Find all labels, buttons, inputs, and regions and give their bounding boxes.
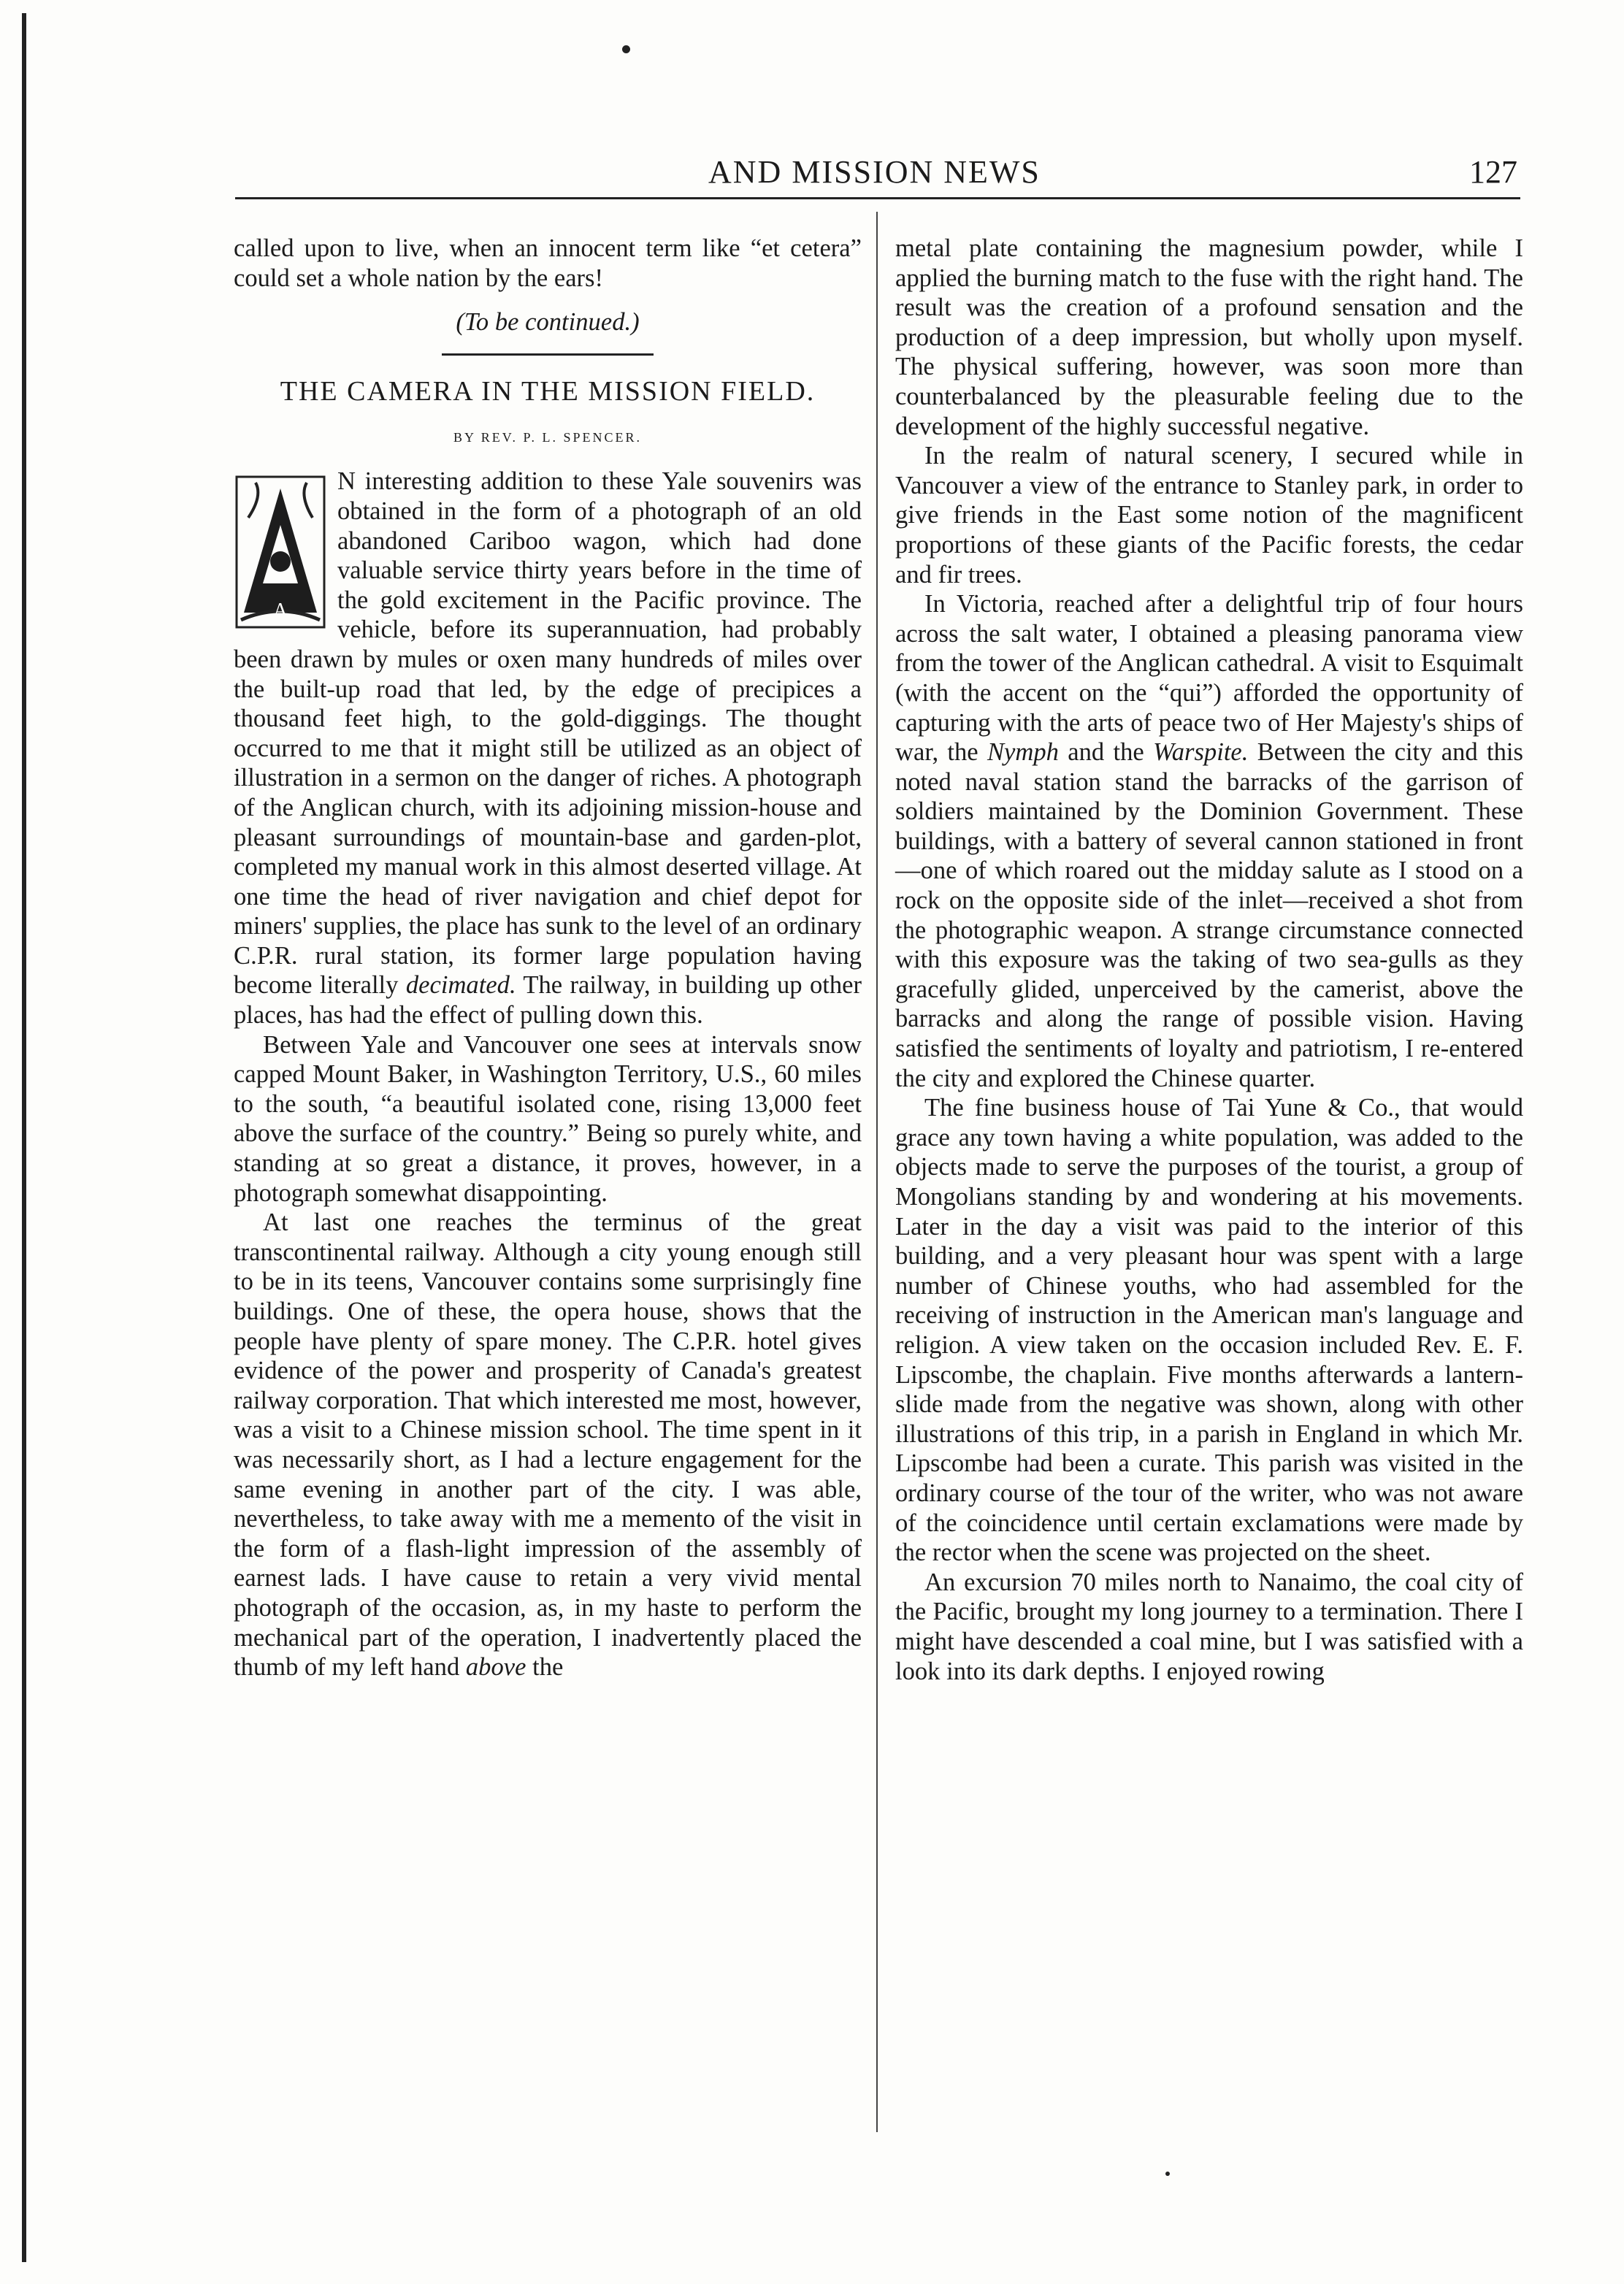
paragraph: Between Yale and Vancouver one sees at intervals snow capped Mount Baker, in Washington Territory, U.S., 60 miles to the south, “a beautiful isolated cone, rising 13,000 feet above the surface of the country.” Being so purely white, and standing at so great a distance, it proves, however, in a photograph somewhat disappointing.	[234, 1030, 862, 1207]
paragraph-text: The railway, in building up other places, has had the effect of pulling down this.	[234, 971, 862, 1030]
left-column	[234, 234, 862, 1682]
paragraph: The fine business house of Tai Yune & Co., that would grace any town having a white population, was added to the objects made to serve the purposes of the tourist, a group of Mongolians standing by and wondering at his movements. Later in the day a visit was paid to the interior of this building, and a very pleasant hour was spent with a large number of Chinese youths, who had assembled for the receiving of instruction in the American man's language and religion. A view taken on the occasion included Rev. E. F. Lipscombe, the chaplain. Five months afterwards a lantern-slide made from the negative was shown, along with other illustrations of this trip, in a parish in England in which Mr. Lipscombe had been a curate. This parish was visited in the ordinary course of the tour of the writer, who was not aware of the coincidence until certain exclamations were made by the rector when the scene was projected on the sheet.	[895, 1094, 1523, 1567]
paragraph-text: At last one reaches the terminus of the great transcontinental railway. Although a city young enough still to be in its teens, Vancouver contains some surprisingly fine buildings. One of these, the opera house, shows that the people have plenty of spare money. The C.P.R. hotel gives evidence of the power and prosperity of Canada's greatest railway corporation. That which interested me most, however, was a visit to a Chinese mission school. The time spent in it was necessarily short, as I had a lecture engagement for the same evening in another part of the city. I was able, nevertheless, to take away with me a memento of the visit in the form of a flash-light impression of the assembly of earnest lads. I have cause to retain a very vivid mental photograph of the occasion, as, in my haste to perform the mechanical part of the operation, I inadvertently placed the thumb of my left hand	[234, 1208, 862, 1682]
paragraph: An excursion 70 miles north to Nanaimo, the coal city of the Pacific, brought my long journey to a termination. There I might have descended a coal mine, but I was satisfied with a look into its dark depths. I enjoyed rowing	[895, 1568, 1523, 1685]
running-title: AND MISSION NEWS	[708, 154, 1041, 190]
header-rule	[235, 197, 1520, 199]
page-number: 127	[1469, 154, 1517, 190]
paragraph-text: N interesting addition to these Yale souvenirs was obtained in the form of a photograph of an old abandoned Cariboo wagon, which had done valuable service thirty years before in the time of the gold excitement in the Pacific province. The vehicle, before its superannuation, had probably been drawn by mules or oxen many hundreds of miles over the built-up road that led, by the edge of precipices a thousand feet high, to the gold-diggings. The thought occurred to me that it might still be utilized as an object of illustration in a sermon on the danger of riches. A photograph of the Anglican church, with its adjoining mission-house and pleasant surroundings of mountain-base and garden-plot, completed my manual work in this almost deserted village. At one time the head of river navigation and chief depot for miners' supplies, the place has sunk to the level of an ordinary C.P.R. rural station, its former large population having become literally	[234, 467, 862, 1000]
ship-name: Warspite.	[1153, 738, 1249, 767]
paragraph-text: the	[526, 1653, 564, 1682]
section-divider-rule	[442, 353, 654, 356]
right-column	[895, 234, 1523, 1686]
ship-name: Nymph	[987, 738, 1059, 767]
paragraph-text: Between the city and this noted naval station stand the barracks of the garrison of soldiers maintained by the Dominion Government. These buildings, with a battery of several cannon stationed in front—one of which roared out the midday salute as I stood on a rock on the opposite side of the inlet—received a shot from the photographic weapon. A strange circumstance connected with this exposure was the taking of two sea-gulls as they gracefully glided, unperceived by the camerist, above the barracks and along the range of possible vision. Having satisfied the sentiments of loyalty and patriotism, I re-entered the city and explored the Chinese quarter.	[895, 738, 1523, 1092]
binding-edge-rule	[22, 13, 26, 2262]
column-divider	[876, 212, 878, 2132]
ornamental-drop-cap	[234, 474, 327, 630]
article-title: THE CAMERA IN THE MISSION FIELD.	[280, 375, 816, 407]
paragraph: In the realm of natural scenery, I secured while in Vancouver a view of the entrance to Stanley park, in order to give friends in the East some notion of the magnificent proportions of these giants of the Pacific forests, the cedar and fir trees.	[895, 442, 1523, 589]
emphasis: above	[465, 1653, 526, 1682]
paragraph	[234, 1208, 862, 1682]
to-be-continued-note: (To be continued.)	[456, 308, 640, 337]
paragraph-text: and the	[1058, 738, 1154, 767]
paragraph-text: In Victoria, reached after a delightful trip of four hours across the salt water, I obtained a pleasing panorama view from the tower of the Anglican cathedral. A visit to Esquimalt (with the accent on the “qui”) afforded the opportunity of capturing with the arts of peace two of Her Majesty's ships of war, the	[895, 590, 1523, 767]
emphasis: decimated.	[405, 971, 516, 1000]
print-speck	[1165, 2172, 1170, 2176]
previous-article-ending: called upon to live, when an innocent term like “et cetera” could set a whole nation by the ears!	[234, 234, 862, 292]
running-header	[235, 150, 1520, 202]
paragraph	[234, 467, 862, 1030]
paragraph	[895, 589, 1523, 1093]
article-byline: BY REV. P. L. SPENCER.	[453, 429, 643, 445]
print-speck	[622, 45, 630, 53]
drop-cap-letter: A	[272, 599, 288, 623]
paragraph: metal plate containing the magnesium powder, while I applied the burning match to the fuse with the right hand. The result was the creation of a profound sensation and the production of a deep impression, but wholly upon myself. The physical suffering, however, was soon more than counterbalanced by the pleasurable feeling due to the development of the highly successful negative.	[895, 234, 1523, 440]
